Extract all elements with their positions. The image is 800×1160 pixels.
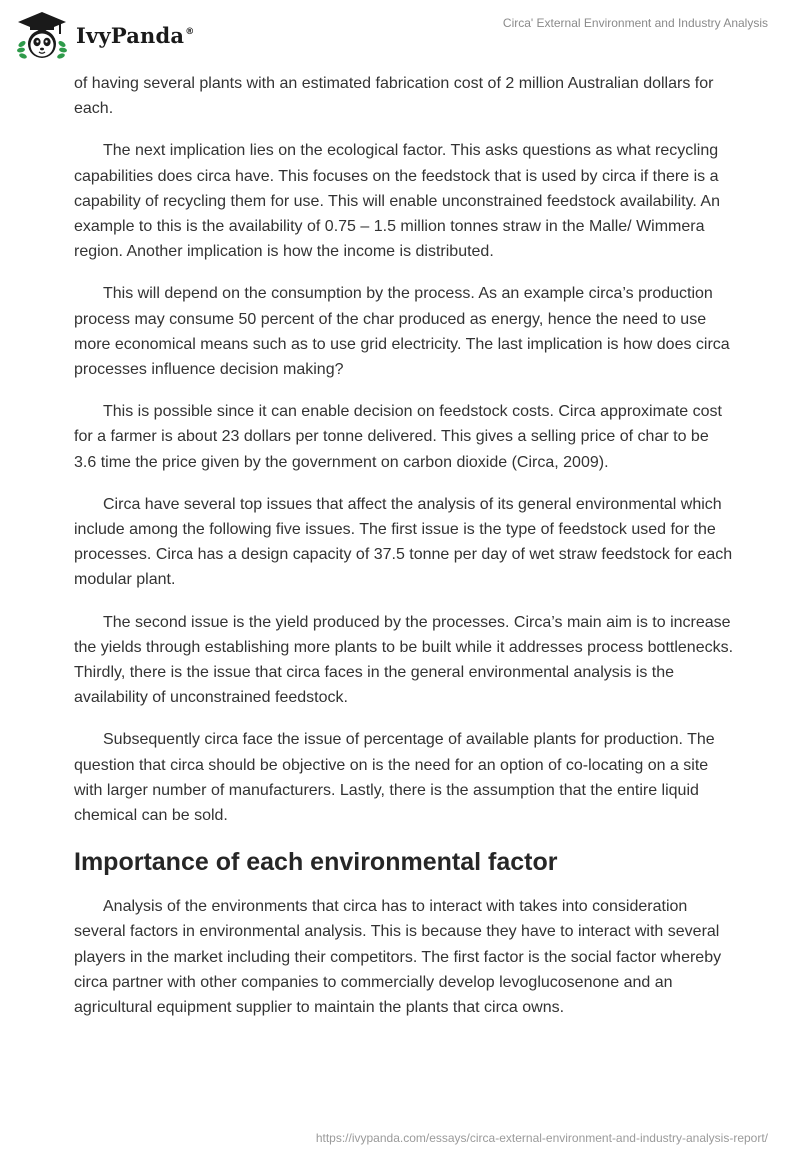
paragraph-6: The second issue is the yield produced by the processes. Circa’s main aim is to increase the yields through establishing more plants to be built while it addresses process bottlenecks. Thirdly, there is the issue that circa faces in the general environmental analysis is the availability of unconstrained feedstock. [74,613,734,707]
section-heading: Importance of each environmental factor [74,848,558,877]
article-body [74,71,734,1037]
paragraph-3: This will depend on the consumption by the process. As an example circa’s production process may consume 50 percent of the char produced as energy, hence the need to use more economical means such as to use grid electricity. The last implication is how does circa processes influence decision making? [74,285,730,379]
paragraph-1: of having several plants with an estimated fabrication cost of 2 million Australian dollars for each. [74,75,714,118]
section-paragraph-1: Analysis of the environments that circa has to interact with takes into consideration several factors in environmental analysis. This is because they have to interact with several players in the market including their competitors. The first factor is the social factor whereby circa partner with other companies to commercially develop levoglucosenone and an agricultural equipment supplier to maintain the plants that circa owns. [74,898,722,1017]
document-title: Circa' External Environment and Industry Analysis [502,16,768,30]
brand-name [76,23,194,48]
page-header [0,0,800,70]
panda-graduate-icon [14,8,70,60]
brand-name-text: IvyPanda [76,22,185,48]
paragraph-2: The next implication lies on the ecological factor. This asks questions as what recycling capabilities does circa have. This focuses on the feedstock that is used by circa if there is a capability of recycling them for use. This will enable unconstrained feedstock availability. An example to this is the availability of 0.75 – 1.5 million tonnes straw in the Malle/ Wimmera region. Another implication is how the income is distributed. [74,142,720,261]
paragraph-4: This is possible since it can enable decision on feedstock costs. Circa approximate cost for a farmer is about 23 dollars per tonne delivered. This gives a selling price of char to be 3.6 time the price given by the government on carbon dioxide (Circa, 2009). [74,403,722,471]
paragraph-5: Circa have several top issues that affect the analysis of its general environmental which include among the following five issues. The first issue is the type of feedstock used for the processes. Circa has a design capacity of 37.5 tonne per day of wet straw feedstock for each modular plant. [74,495,733,589]
ivypanda-logo[interactable] [14,8,194,60]
paragraph-7: Subsequently circa face the issue of percentage of available plants for production. The question that circa should be objective on is the need for an option of co-locating on a site with larger number of manufacturers. Lastly, there is the assumption that the entire liquid chemical can be sold. [74,731,715,825]
registered-mark: ® [185,26,195,37]
source-url[interactable]: https://ivypanda.com/essays/circa-external-environment-and-industry-analysis-report/ [315,1131,768,1145]
